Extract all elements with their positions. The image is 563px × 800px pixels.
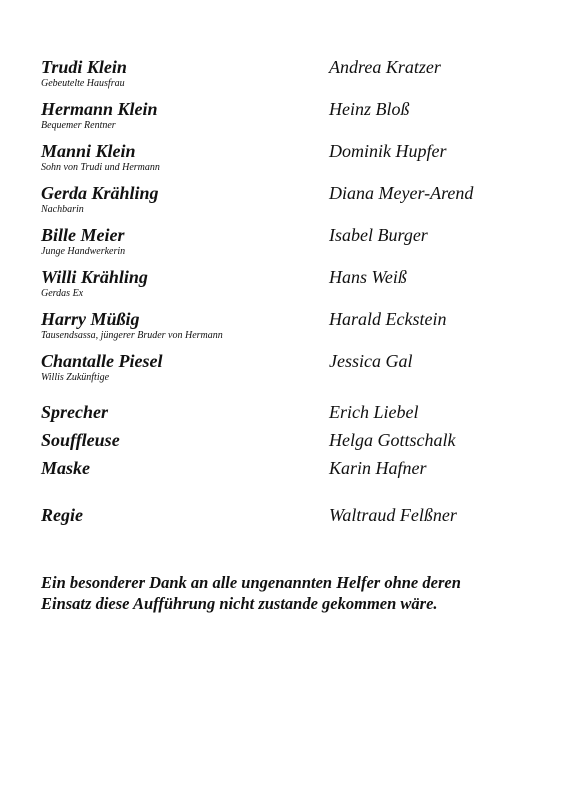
crew-person: Waltraud Felßner [329,505,457,525]
role [41,430,120,450]
thanks-line-2: Einsatz diese Aufführung nicht zustande gekommen wäre. [41,594,438,613]
crew-role: Sprecher [41,402,108,422]
role [41,458,90,478]
role-name: Bille Meier [41,225,125,245]
role-name: Harry Müßig [41,309,140,329]
thanks-line-1: Ein besonderer Dank an alle ungenannten Helfer ohne deren [41,573,461,592]
role-description: Willis Zukünftige [41,372,110,383]
crew-person: Helga Gottschalk [329,430,456,450]
actor-name: Diana Meyer-Arend [329,183,474,203]
role-name: Willi Krähling [41,267,148,287]
crew-person: Karin Hafner [329,458,427,478]
actor-name: Jessica Gal [329,351,413,371]
role [41,309,223,342]
role-name: Manni Klein [41,141,136,161]
role-name: Hermann Klein [41,99,158,119]
actor-name: Isabel Burger [329,225,428,245]
role-description: Nachbarin [41,204,84,215]
crew-role: Regie [41,505,83,525]
role [41,351,163,384]
role-description: Gerdas Ex [41,288,84,299]
role [41,183,159,216]
role-description: Tausendsassa, jüngerer Bruder von Hermann [41,330,223,341]
role [41,99,158,132]
crew-role: Maske [41,458,90,478]
role-name: Gerda Krähling [41,183,159,203]
role [41,57,127,90]
role [41,505,83,525]
actor-name: Dominik Hupfer [329,141,447,161]
crew-role: Souffleuse [41,430,120,450]
actor-name: Harald Eckstein [329,309,447,329]
role-name: Trudi Klein [41,57,127,77]
role [41,402,108,422]
role-description: Gebeutelte Hausfrau [41,78,125,89]
actor-name: Hans Weiß [329,267,407,287]
role [41,267,148,300]
role [41,141,160,174]
actor-name: Heinz Bloß [329,99,410,119]
crew-person: Erich Liebel [329,402,419,422]
actor-name: Andrea Kratzer [329,57,441,77]
role-name: Chantalle Piesel [41,351,163,371]
role-description: Junge Handwerkerin [41,246,126,257]
role [41,225,125,258]
role-description: Sohn von Trudi und Hermann [41,162,160,173]
role-description: Bequemer Rentner [41,120,116,131]
thanks-note [41,572,541,614]
